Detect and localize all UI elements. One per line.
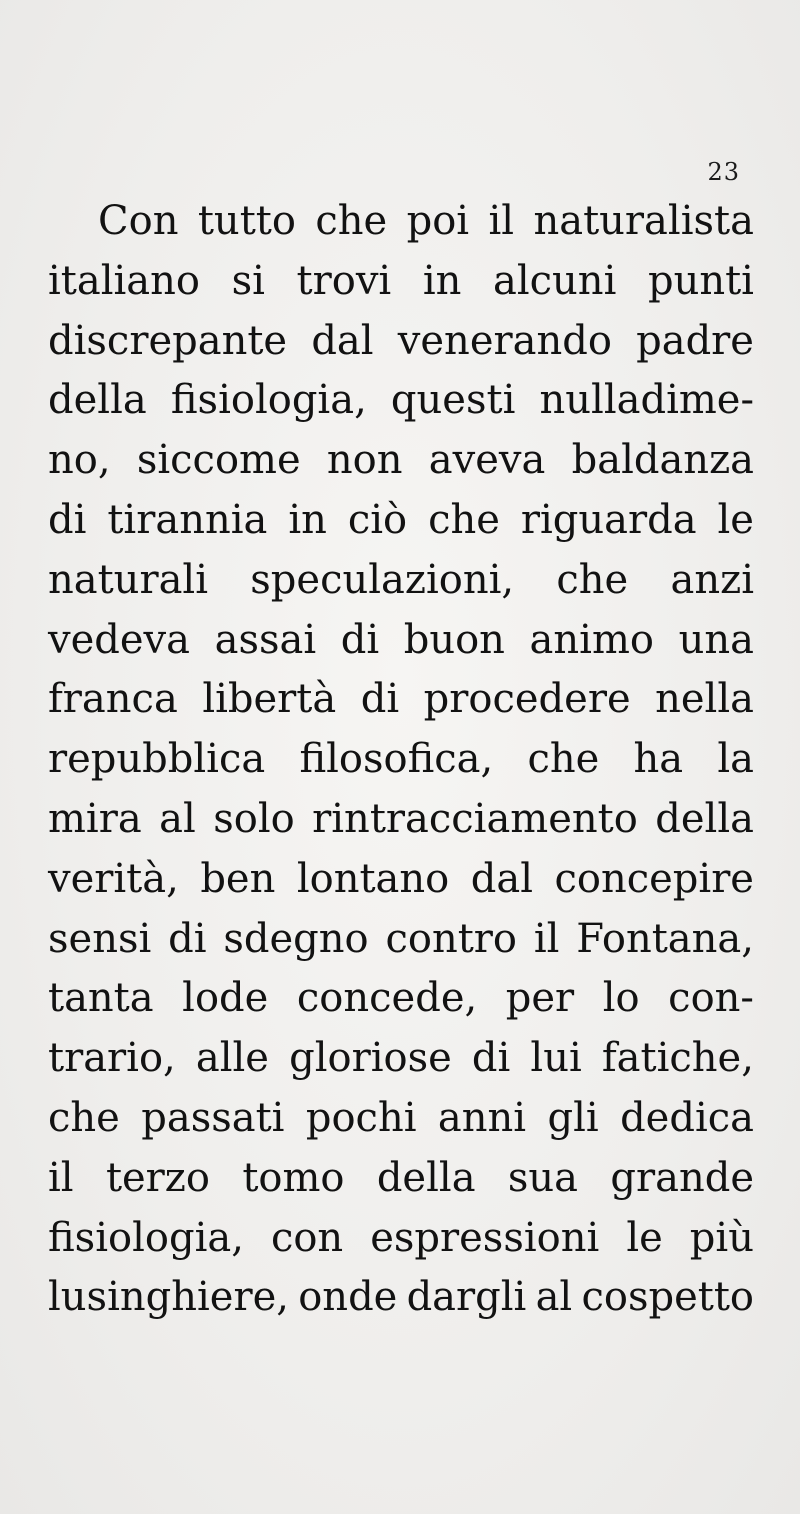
text-line: italiano si trovi in alcuni punti (48, 257, 754, 304)
text-line: lusinghiere, onde dargli al cospetto (48, 1274, 754, 1321)
text-line: verità, ben lontano dal concepire (48, 855, 754, 902)
text-line: naturali speculazioni, che anzi (48, 556, 754, 603)
body-text (48, 192, 754, 1328)
text-line: franca libertà di procedere nella (48, 676, 754, 723)
text-line: di tirannia in ciò che riguarda le (48, 496, 754, 543)
text-line: mira al solo rintracciamento della (48, 795, 754, 842)
text-line: discrepante dal venerando padre (48, 317, 754, 364)
text-line: della fisiologia, questi nulladime- (48, 377, 754, 424)
text-line: trario, alle gloriose di lui fatiche, (48, 1035, 754, 1082)
text-line: tanta lode concede, per lo con- (48, 975, 754, 1022)
text-line: repubblica filosofica, che ha la (48, 736, 754, 783)
text-line: sensi di sdegno contro il Fontana, (48, 915, 754, 962)
text-line: Con tutto che poi il naturalista (98, 198, 754, 244)
page-number: 23 (707, 158, 740, 186)
text-line: vedeva assai di buon animo una (48, 616, 754, 663)
text-line: fisiologia, con espressioni le più (48, 1214, 754, 1261)
text-line: il terzo tomo della sua grande (48, 1154, 754, 1201)
text-line: che passati pochi anni gli dedica (48, 1094, 754, 1141)
text-line: no, siccome non aveva baldanza (48, 437, 754, 484)
